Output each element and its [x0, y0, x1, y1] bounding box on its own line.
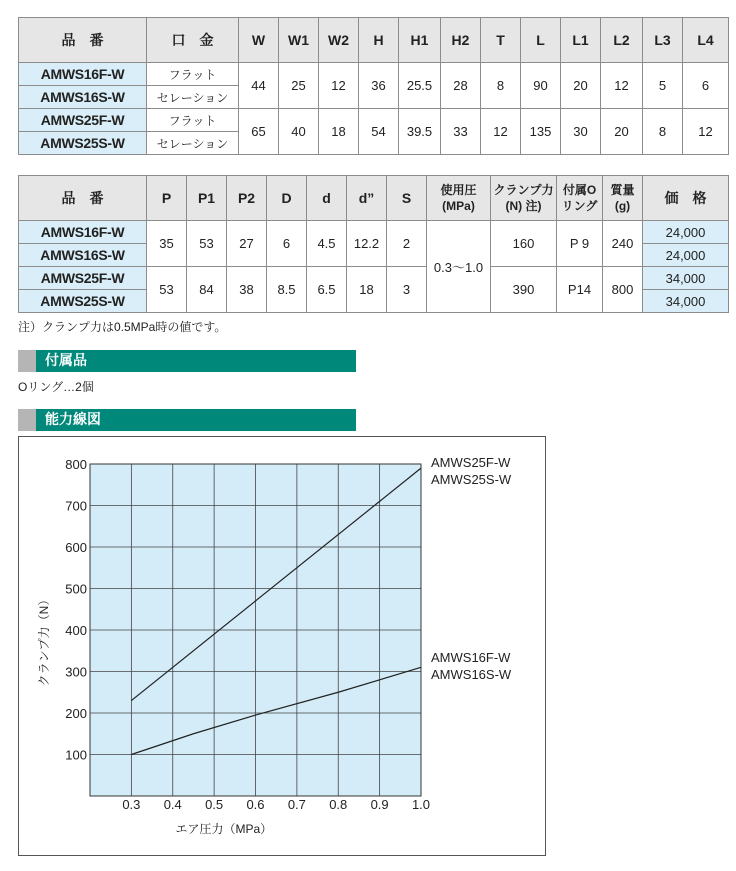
- header-l: L: [521, 18, 561, 63]
- x-tick-label: 0.6: [246, 797, 265, 812]
- model-cell: AMWS16S-W: [19, 86, 147, 109]
- x-tick-label: 0.3: [122, 797, 141, 812]
- model-cell: AMWS25S-W: [19, 132, 147, 155]
- header-price: 価 格: [643, 176, 729, 221]
- series-label: AMWS25F-W: [431, 455, 511, 470]
- o-ring-cell: P14: [557, 267, 603, 313]
- x-tick-label: 0.5: [205, 797, 224, 812]
- value-cell: 53: [187, 221, 227, 267]
- header-w1: W1: [279, 18, 319, 63]
- header-p: P: [147, 176, 187, 221]
- value-cell: 12: [601, 63, 643, 109]
- clamp-force-cell: 160: [491, 221, 557, 267]
- header-clamp-force: クランプ力(N) 注): [491, 176, 557, 221]
- value-cell: 8.5: [267, 267, 307, 313]
- mouthpiece-cell: フラット: [147, 109, 239, 132]
- series-label: AMWS16F-W: [431, 650, 511, 665]
- y-tick-label: 200: [65, 706, 87, 721]
- mass-cell: 800: [603, 267, 643, 313]
- y-tick-label: 600: [65, 540, 87, 555]
- header-mass: 質量(g): [603, 176, 643, 221]
- value-cell: 28: [441, 63, 481, 109]
- header-l1: L1: [561, 18, 601, 63]
- value-cell: 30: [561, 109, 601, 155]
- mass-cell: 240: [603, 221, 643, 267]
- value-cell: 65: [239, 109, 279, 155]
- mouthpiece-cell: セレーション: [147, 132, 239, 155]
- y-tick-label: 500: [65, 581, 87, 597]
- model-cell: AMWS25S-W: [19, 290, 147, 313]
- value-cell: 39.5: [399, 109, 441, 155]
- value-cell: 20: [601, 109, 643, 155]
- value-cell: 8: [643, 109, 683, 155]
- value-cell: 25.5: [399, 63, 441, 109]
- mouthpiece-cell: フラット: [147, 63, 239, 86]
- value-cell: 4.5: [307, 221, 347, 267]
- header-h: H: [359, 18, 399, 63]
- clamp-force-cell: 390: [491, 267, 557, 313]
- value-cell: 54: [359, 109, 399, 155]
- x-tick-label: 0.9: [370, 797, 389, 812]
- value-cell: 6: [267, 221, 307, 267]
- model-cell: AMWS25F-W: [19, 267, 147, 290]
- accessories-text: Oリング…2個: [18, 380, 94, 394]
- header-d-upper: D: [267, 176, 307, 221]
- y-tick-label: 400: [65, 623, 87, 638]
- header-d-lower: d: [307, 176, 347, 221]
- header-p2: P2: [227, 176, 267, 221]
- value-cell: 44: [239, 63, 279, 109]
- price-cell: 24,000: [643, 244, 729, 267]
- value-cell: 18: [319, 109, 359, 155]
- value-cell: 2: [387, 221, 427, 267]
- price-cell: 24,000: [643, 221, 729, 244]
- value-cell: 5: [643, 63, 683, 109]
- header-w: W: [239, 18, 279, 63]
- performance-title: 能力線図: [45, 412, 101, 428]
- value-cell: 6: [683, 63, 729, 109]
- x-tick-label: 0.8: [329, 797, 348, 812]
- value-cell: 38: [227, 267, 267, 313]
- accessories-title: 付属品: [45, 353, 87, 369]
- model-cell: AMWS25F-W: [19, 109, 147, 132]
- model-cell: AMWS16F-W: [19, 63, 147, 86]
- value-cell: 33: [441, 109, 481, 155]
- value-cell: 84: [187, 267, 227, 313]
- series-label: AMWS16S-W: [431, 667, 512, 682]
- header-w2: W2: [319, 18, 359, 63]
- value-cell: 3: [387, 267, 427, 313]
- value-cell: 135: [521, 109, 561, 155]
- y-tick-label: 100: [65, 747, 87, 763]
- value-cell: 12: [319, 63, 359, 109]
- series-label: AMWS25S-W: [431, 472, 512, 487]
- mouthpiece-cell: セレーション: [147, 86, 239, 109]
- y-tick-label: 300: [65, 664, 87, 680]
- value-cell: 12.2: [347, 221, 387, 267]
- header-o-ring: 付属Oリング: [557, 176, 603, 221]
- value-cell: 53: [147, 267, 187, 313]
- value-cell: 12: [683, 109, 729, 155]
- header-h2: H2: [441, 18, 481, 63]
- value-cell: 6.5: [307, 267, 347, 313]
- model-cell: AMWS16S-W: [19, 244, 147, 267]
- header-p1: P1: [187, 176, 227, 221]
- price-cell: 34,000: [643, 290, 729, 313]
- header-d-double-prime: d”: [347, 176, 387, 221]
- header-l2: L2: [601, 18, 643, 63]
- header-operating-pressure: 使用圧(MPa): [427, 176, 491, 221]
- value-cell: 35: [147, 221, 187, 267]
- x-tick-label: 1.0: [411, 797, 431, 812]
- x-tick-label: 0.4: [163, 797, 182, 812]
- header-l4: L4: [683, 18, 729, 63]
- value-cell: 36: [359, 63, 399, 109]
- y-tick-label: 700: [65, 498, 87, 514]
- header-t: T: [481, 18, 521, 63]
- o-ring-cell: P 9: [557, 221, 603, 267]
- price-cell: 34,000: [643, 267, 729, 290]
- header-s: S: [387, 176, 427, 221]
- header-part-number: 品 番: [19, 18, 147, 63]
- y-tick-label: 800: [65, 457, 87, 472]
- x-tick-label: 0.7: [287, 797, 306, 812]
- value-cell: 18: [347, 267, 387, 313]
- header-part-number: 品 番: [19, 176, 147, 221]
- model-cell: AMWS16F-W: [19, 221, 147, 244]
- clamp-force-note: 注）クランプ力は0.5MPa時の値です。: [18, 320, 227, 334]
- y-axis-label: クランプ力（N）: [37, 593, 51, 687]
- value-cell: 12: [481, 109, 521, 155]
- value-cell: 27: [227, 221, 267, 267]
- header-h1: H1: [399, 18, 441, 63]
- value-cell: 25: [279, 63, 319, 109]
- value-cell: 40: [279, 109, 319, 155]
- value-cell: 90: [521, 63, 561, 109]
- value-cell: 20: [561, 63, 601, 109]
- header-l3: L3: [643, 18, 683, 63]
- header-mouthpiece: 口 金: [147, 18, 239, 63]
- value-cell: 8: [481, 63, 521, 109]
- x-axis-label: エア圧力（MPa）: [175, 822, 273, 836]
- pressure-cell: 0.3～1.0: [427, 221, 491, 313]
